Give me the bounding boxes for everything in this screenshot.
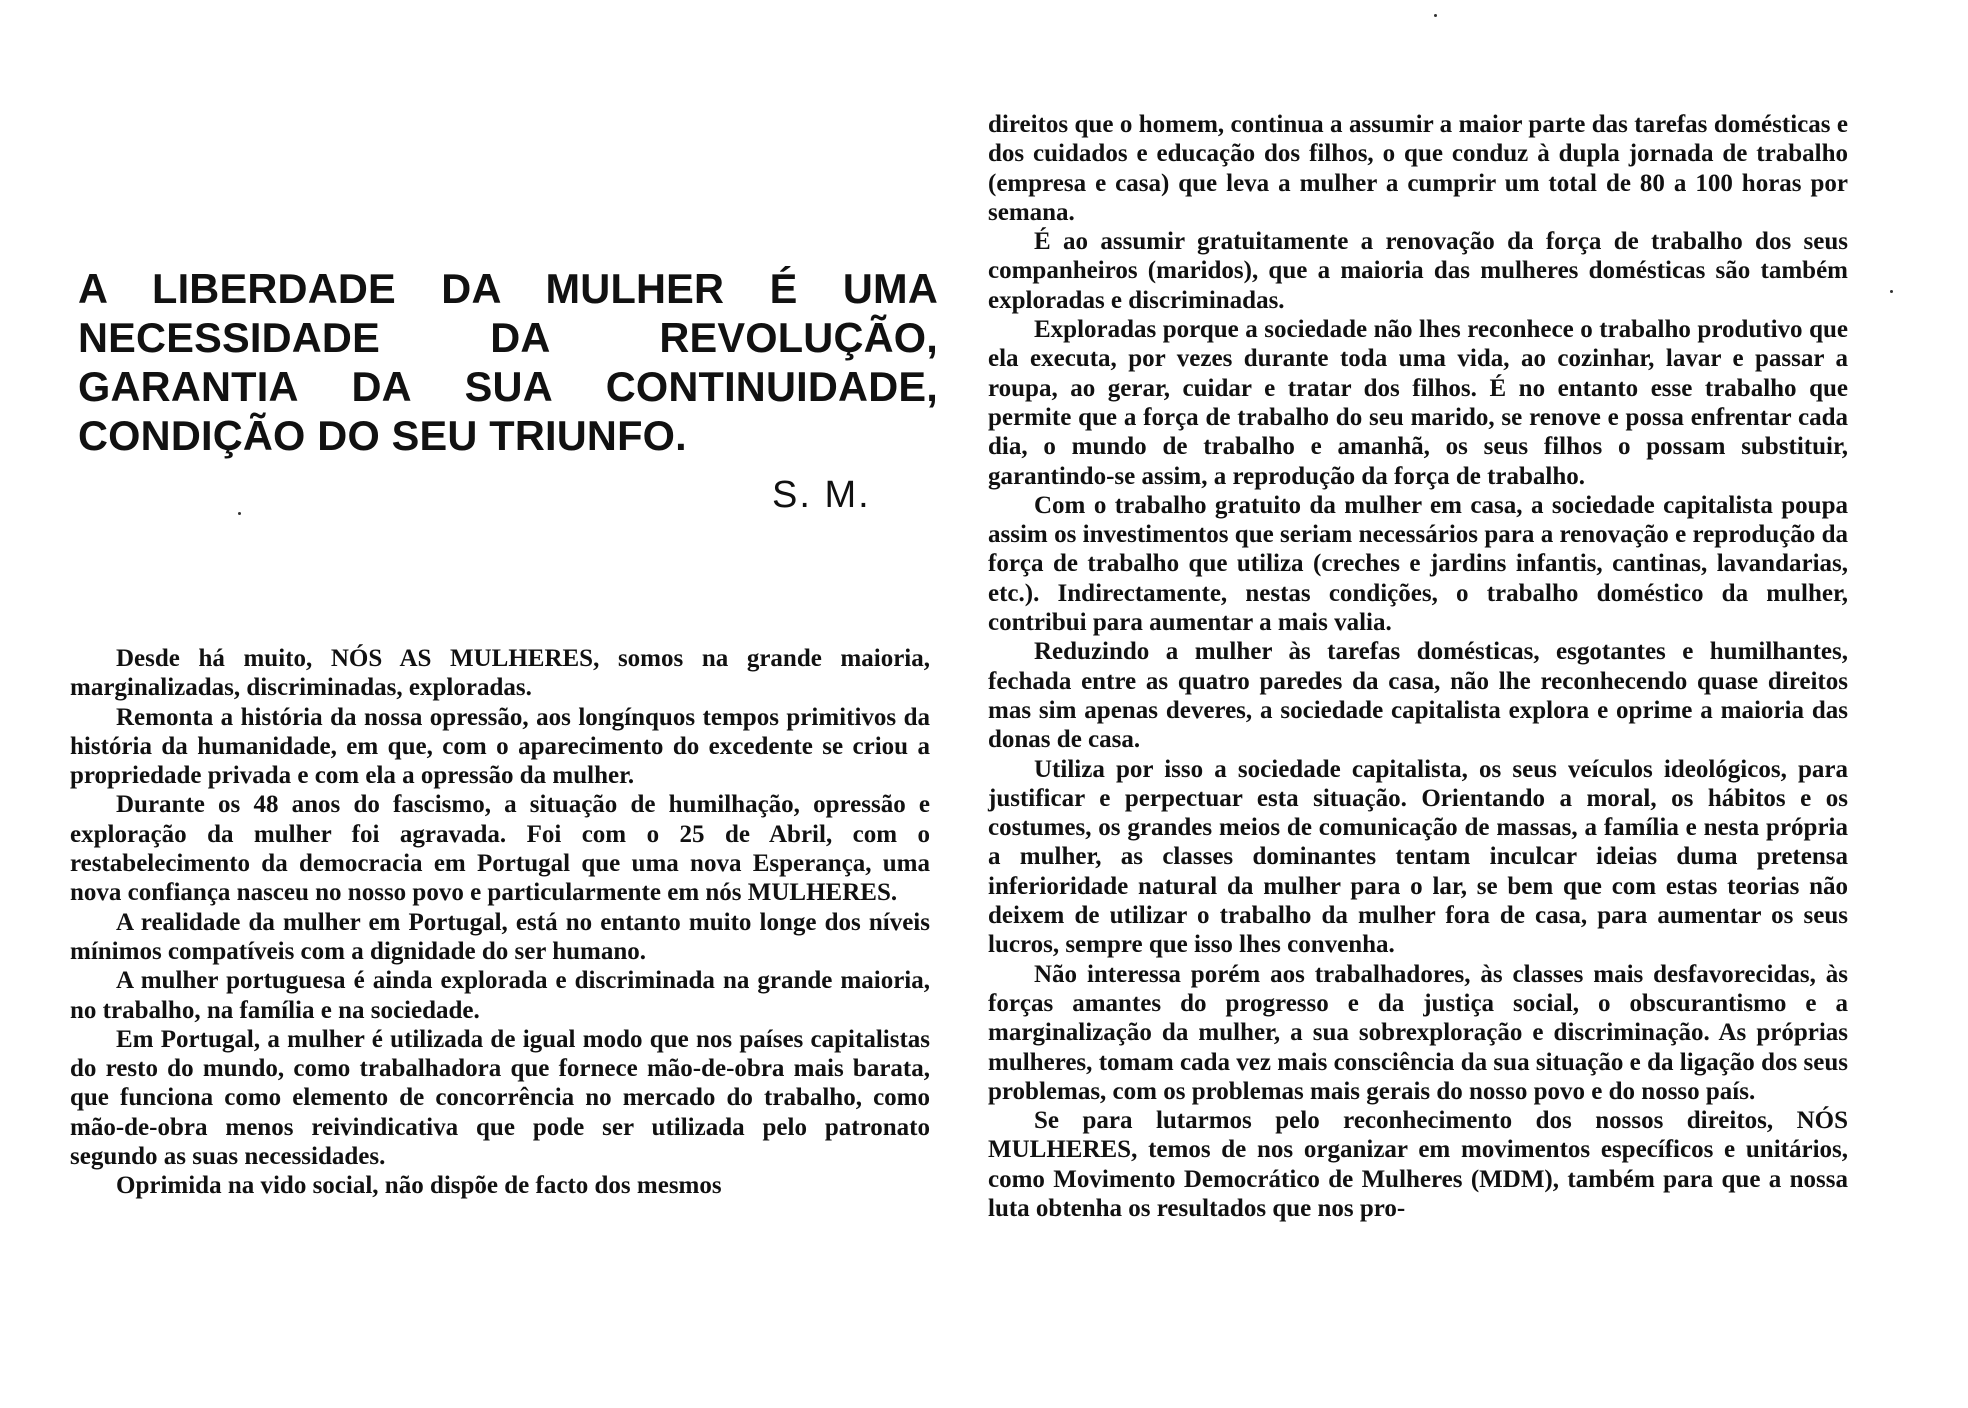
paragraph: Desde há muito, NÓS AS MULHERES, somos na grande maioria, marginalizadas, discriminadas, exploradas. [70, 645, 930, 702]
article-headline: A LIBERDADE DA MULHER É UMA NECESSIDADE DA REVOLUÇÃO, GARANTIA DA SUA CONTINUIDADE, CONDIÇÃO DO SEU TRIUNFO. [78, 265, 938, 459]
paragraph: Exploradas porque a sociedade não lhes reconhece o trabalho produtivo que ela executa, por vezes durante toda uma vida, ao cozinhar, lavar e passar a roupa, ao gerar, cuidar e tratar dos filhos. É no entanto esse trabalho que permite que a força de trabalho do seu marido, se renove e possa enfrentar cada dia, o mundo de trabalho e amanhã, os seus filhos o possam substituir, garantindo-se assim, a reprodução da força de trabalho. [988, 316, 1848, 490]
paragraph: A realidade da mulher em Portugal, está no entanto muito longe dos níveis mínimos compatíveis com a dignidade do ser humano. [70, 908, 930, 965]
left-column [70, 644, 930, 1201]
print-speck [238, 512, 241, 515]
paragraph: Remonta a história da nossa opressão, aos longínquos tempos primitivos da história da humanidade, em que, com o aparecimento do excedente se criou a propriedade privada e com ela a opressão da mulher. [70, 703, 930, 790]
paragraph: Reduzindo a mulher às tarefas domésticas, esgotantes e humilhantes, fechada entre as quatro paredes da casa, não lhe reconhecendo quase direitos mas sim apenas deveres, a sociedade capitalista explora e oprime a maioria das donas de casa. [988, 638, 1848, 754]
paragraph: Oprimida na vido social, não dispõe de facto dos mesmos [116, 1172, 722, 1200]
paragraph: Com o trabalho gratuito da mulher em casa, a sociedade capitalista poupa assim os investimentos que seriam necessários para a renovação e reprodução da força de trabalho que utiliza (creches e jardins infantis, cantinas, lavandarias, etc.). Indirectamente, nestas condições, o trabalho doméstico da mulher, contribui para aumentar a mais valia. [988, 491, 1848, 637]
print-speck [1890, 290, 1893, 293]
print-speck [1434, 14, 1437, 17]
continued-paragraph: direitos que o homem, continua a assumir a maior parte das tarefas domésticas e dos cuidados e educação dos filhos, o que conduz à dupla jornada de trabalho (empresa e casa) que leva a mulher a cumprir um total de 80 a 100 horas por semana. [988, 111, 1848, 226]
right-column [988, 110, 1848, 1223]
article-byline: S. M. [772, 474, 871, 516]
paragraph: A mulher portuguesa é ainda explorada e discriminada na grande maioria, no trabalho, na família e na sociedade. [70, 967, 930, 1024]
paragraph: Utiliza por isso a sociedade capitalista, os seus veículos ideológicos, para justificar e perpectuar esta situação. Orientando a moral, os hábitos e os costumes, os grandes meios de comunicação de massas, a família e nesta própria a mulher, as classes dominantes tentam inculcar ideias duma pretensa inferioridade natural da mulher para o lar, se bem que com estas teorias não deixem de utilizar o trabalho da mulher fora de casa, para aumentar os seus lucros, sempre que isso lhes convenha. [988, 755, 1848, 959]
paragraph: Em Portugal, a mulher é utilizada de igual modo que nos países capitalistas do resto do mundo, como trabalhadora que fornece mão-de-obra mais barata, que funciona como elemento de concorrência no mercado do trabalho, como mão-de-obra menos reivindicativa que pode ser utilizada pelo patronato segundo as suas necessidades. [70, 1025, 930, 1171]
paragraph: Durante os 48 anos do fascismo, a situação de humilhação, opressão e exploração da mulher foi agravada. Foi com o 25 de Abril, com o restabelecimento da democracia em Portugal que uma nova Esperança, uma nova confiança nasceu no nosso povo e particularmente em nós MULHERES. [70, 791, 930, 907]
paragraph: Não interessa porém aos trabalhadores, às classes mais desfavorecidas, às forças amantes do progresso e da justiça social, o obscurantismo e a marginalização da mulher, a sua sobrexploração e discriminação. As próprias mulheres, tomam cada vez mais consciência da sua situação e da ligação dos seus problemas, com os problemas mais gerais do nosso povo e do nosso país. [988, 960, 1848, 1105]
paragraph: É ao assumir gratuitamente a renovação da força de trabalho dos seus companheiros (maridos), que a maioria das mulheres domésticas são também exploradas e discriminadas. [988, 228, 1848, 314]
paragraph: Se para lutarmos pelo reconhecimento dos nossos direitos, NÓS MULHERES, temos de nos organizar em movimentos específicos e unitários, como Movimento Democrático de Mulheres (MDM), também para que a nossa luta obtenha os resultados que nos pro- [988, 1107, 1848, 1222]
